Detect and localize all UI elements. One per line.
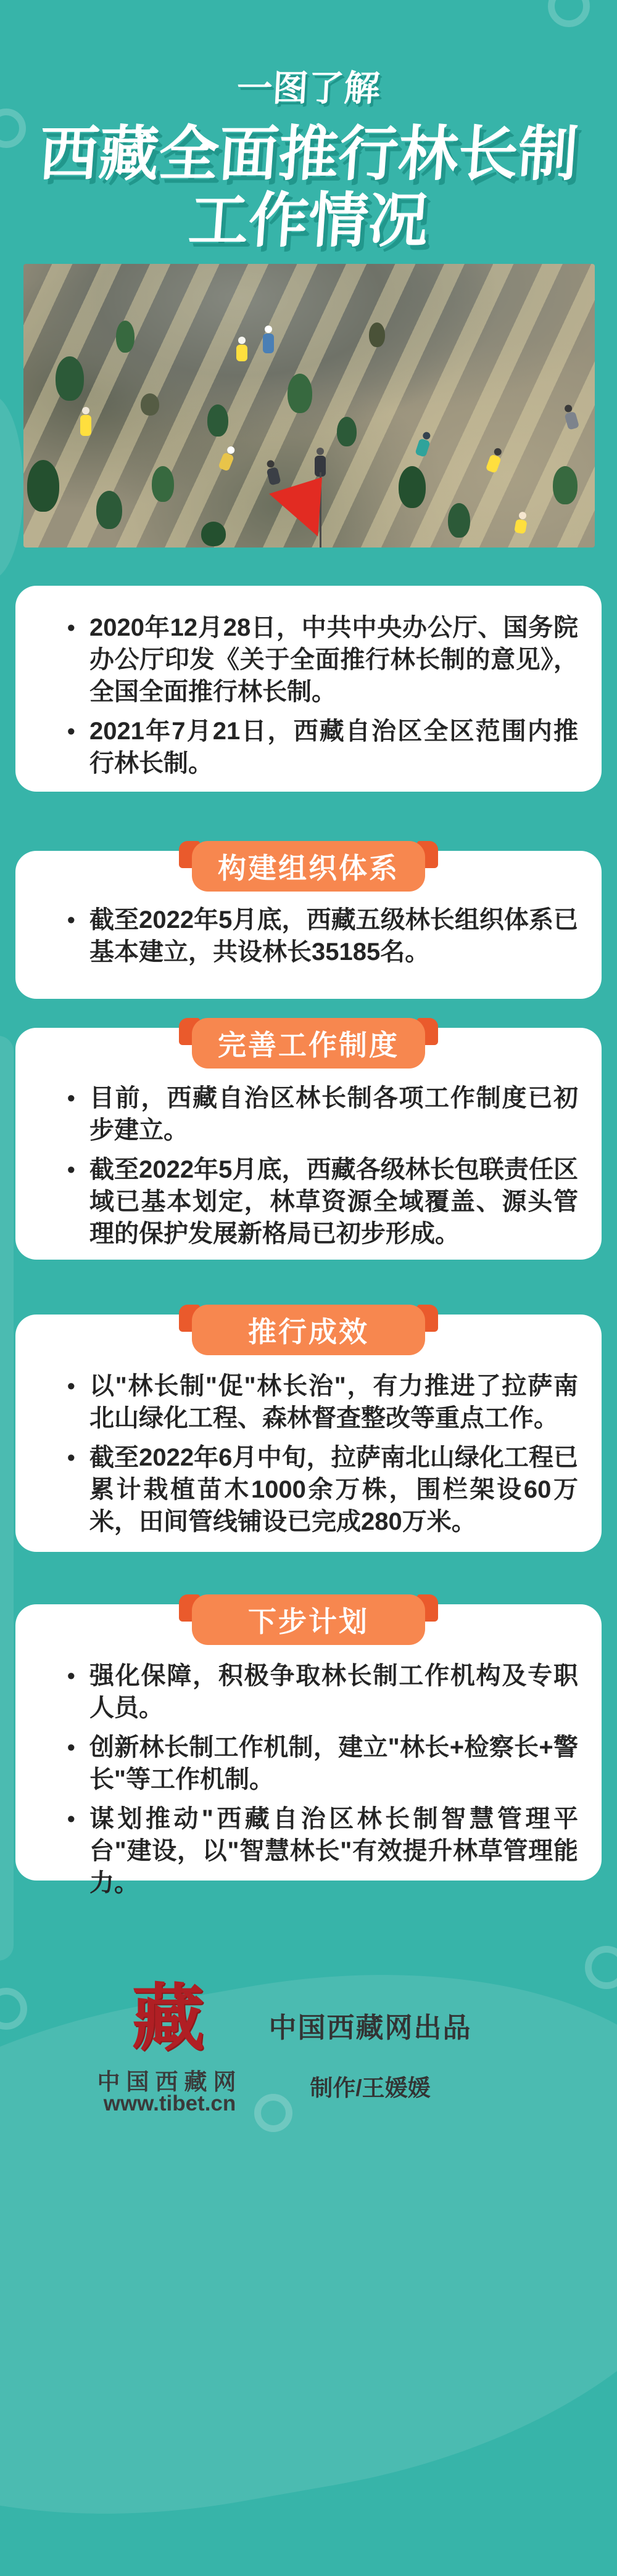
tree-planting-photo [23, 264, 595, 548]
bullet-item: • 截至2022年5月底，西藏五级林长组织体系已基本建立，共设林长35185名。 [89, 904, 578, 968]
tibet-net-logo-url: www.tibet.cn [103, 2091, 236, 2115]
bullet-item: • 截至2022年5月底，西藏各级林长包联责任区域已基本划定，林草资源全域覆盖、源头管理的保护发展新格局已初步形成。 [89, 1154, 578, 1250]
intro-card [15, 586, 602, 792]
bullet-item: • 截至2022年6月中旬，拉萨南北山绿化工程已累计栽植苗木1000余万株，围栏架设60万米，田间管线铺设已完成280万米。 [89, 1442, 578, 1538]
ring-decoration-right-lower [585, 1946, 617, 1989]
tree [201, 522, 226, 546]
section-header-results [179, 1305, 438, 1355]
tree [116, 321, 135, 353]
bullet-item: • 以"林长制"促"林长治"，有力推进了拉萨南北山绿化工程、森林督查整改等重点工作。 [89, 1370, 578, 1434]
bush [369, 322, 385, 347]
bullet-item: • 谋划推动"西藏自治区林长制智慧管理平台"建设，以"智慧林长"有效提升林草管理能力。 [89, 1803, 578, 1899]
kicker-text: 一图了解 [235, 68, 381, 109]
bush [141, 393, 159, 416]
section-card-plan [15, 1604, 602, 1897]
worker-gray-hoodie [562, 403, 579, 430]
bullet-item: • 目前，西藏自治区林长制各项工作制度已初步建立。 [89, 1082, 578, 1146]
ring-decoration-left-lower [0, 1988, 27, 2030]
tibet-net-logo-icon: 藏 [131, 1978, 205, 2059]
section-header-rules [179, 1018, 438, 1069]
tree [399, 466, 426, 508]
worker-yellow-vest [80, 407, 91, 436]
worker-teal-hoodie-bending [415, 430, 433, 457]
tree [448, 503, 470, 538]
tree [152, 466, 174, 502]
bullet-item: • 2020年12月28日，中共中央办公厅、国务院办公厅印发《关于全面推行林长制的意见》，全国全面推行林长制。 [89, 612, 578, 708]
red-flag [269, 477, 322, 536]
worker-yellow-vest-bending [486, 446, 505, 474]
section-title: 推行成效 [192, 1305, 425, 1355]
section-header-plan [179, 1594, 438, 1645]
wave-decoration-left-band [0, 1036, 14, 1961]
section-title: 下步计划 [192, 1594, 425, 1645]
worker-blue-jacket [263, 326, 274, 353]
section-title: 完善工作制度 [192, 1018, 425, 1069]
credit-text: 制作/王媛媛 [310, 2075, 431, 2101]
tree [288, 374, 312, 413]
tree [553, 466, 578, 504]
section-header-organization [179, 841, 438, 892]
produced-by-text: 中国西藏网出品 [268, 2012, 472, 2043]
tree [56, 356, 84, 401]
worker-yellow-vest [236, 337, 247, 361]
wave-decoration-left-mid [0, 395, 23, 580]
section-title: 构建组织体系 [192, 841, 425, 892]
tibet-net-logo-name: 中国西藏网 [97, 2069, 242, 2094]
worker-yellow-vest-bending [218, 445, 238, 472]
ring-decoration-top-right [548, 0, 590, 27]
page-title-line1: 西藏全面推行林长制 [36, 120, 581, 187]
tree [27, 460, 59, 512]
worker-yellow-vest-crouching [514, 511, 529, 535]
tree [207, 404, 228, 437]
bullet-item: • 创新林长制工作机制，建立"林长+检察长+警长"等工作机制。 [89, 1731, 578, 1795]
worker-dark-bending [264, 459, 281, 485]
bullet-item: • 2021年7月21日，西藏自治区全区范围内推行林长制。 [89, 715, 578, 779]
tree [337, 417, 357, 446]
tree [96, 491, 122, 529]
bullet-item: • 强化保障，积极争取林长制工作机构及专职人员。 [89, 1660, 578, 1724]
page-title-line2: 工作情况 [186, 187, 431, 254]
